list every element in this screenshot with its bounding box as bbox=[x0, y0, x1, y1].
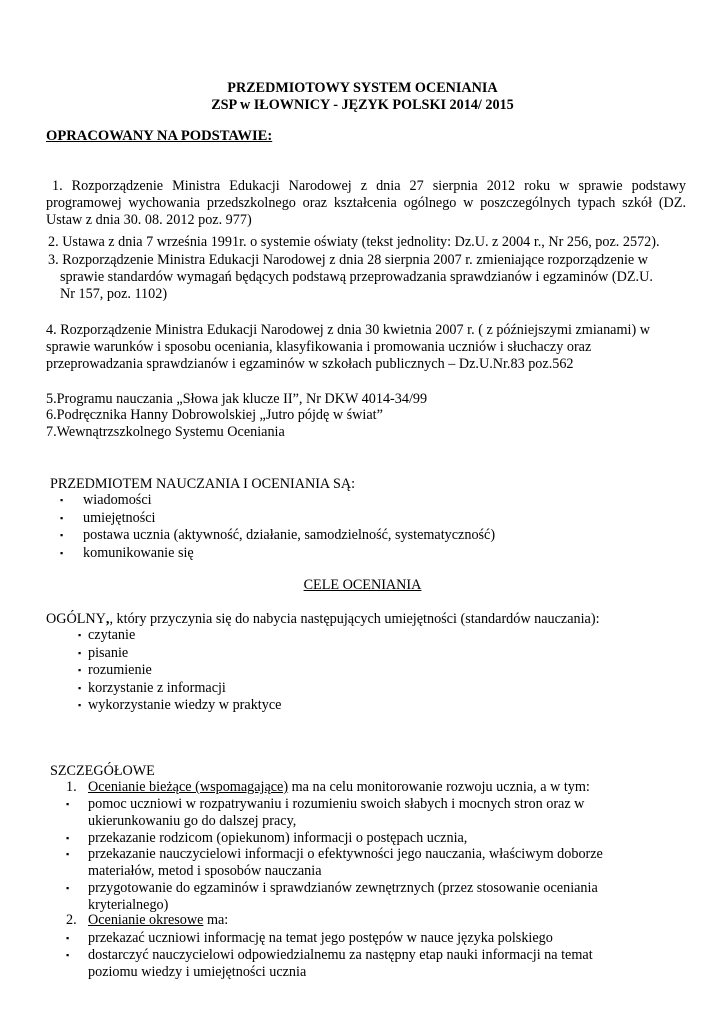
bullet-icon: ▪ bbox=[78, 700, 82, 710]
goals-heading: CELE OCENIANIA bbox=[303, 577, 422, 593]
basis-item-3-line: sprawie standardów wymagań będących podstawą przeprowadzania sprawdzianów i egzaminów (DZ.U. bbox=[60, 269, 653, 285]
detailed-goals-heading: SZCZEGÓŁOWE bbox=[50, 763, 155, 779]
bullet-icon: ▪ bbox=[66, 849, 70, 859]
bullet-icon: ▪ bbox=[60, 530, 64, 540]
general-goal-label: OGÓLNY bbox=[46, 611, 106, 627]
basis-item-4 bbox=[46, 322, 686, 373]
detailed-goal-1: 1. Ocenianie bieżące (wspomagające) ma na celu monitorowanie rozwoju ucznia, a w tym: bbox=[66, 779, 590, 795]
document-title: PRZEDMIOTOWY SYSTEM OCENIANIA bbox=[227, 80, 498, 96]
detailed-goal-2: 2. Ocenianie okresowe ma: bbox=[66, 912, 229, 928]
document-subtitle: ZSP w IŁOWNICY - JĘZYK POLSKI 2014/ 2015 bbox=[211, 97, 514, 113]
subjects-heading: PRZEDMIOTEM NAUCZANIA I OCENIANIA SĄ: bbox=[50, 476, 356, 492]
bullet-icon: ▪ bbox=[78, 665, 82, 675]
current-assessment-label: Ocenianie bieżące (wspomagające) bbox=[88, 779, 289, 795]
basis-item-4-line: 4. Rozporządzenie Ministra Edukacji Narodowej z dnia 30 kwietnia 2007 r. ( z późniejszymi zmianami) w bbox=[46, 322, 650, 338]
general-goal-text: , który przyczynia się do nabycia następujących umiejętności (standardów nauczania): bbox=[109, 611, 600, 627]
bullet-icon: ▪ bbox=[78, 647, 82, 658]
basis-item-3 bbox=[48, 252, 686, 303]
document-page: PRZEDMIOTOWY SYSTEM OCENIANIA ZSP w IŁOWNICY - JĘZYK POLSKI 2014/ 2015 OPRACOWANY NA PODSTAWIE: 1. Rozporządzenie Ministra Edukacji Narodowej z dnia 27 sierpnia 2012 roku w sprawie podstawy programowej wychowania przedszkolnego oraz kształcenia ogólnego w poszczególnych typach szkół (DZ. Ustaw z dnia 30. 08. 2012 poz. 977) 2. Ustawa z dnia 7 września 1991r. o systemie oświaty (tekst jednolity: Dz.U. z 2004 r., Nr 256, poz. 2572). 3. Rozporządzenie Ministra Edukacji Narodowej z dnia 28 sierpnia 2007 r. zmieniające rozporządzenie w sprawie standardów wymagań będących podstawą przeprowadzania sprawdzianów i egzaminów (DZ.U. Nr 157, poz. 1102) 4. Rozporządzenie Ministra Edukacji Narodowej z dnia 30 kwietnia 2007 r. ( z późniejszymi zmianami) w sprawie warunków i sposobu oceniania, klasyfikowania i promowania uczniów i słuchaczy oraz przeprowadzania sprawdzianów i egzaminów w szkołach publicznych – Dz.U.Nr.83 poz.562 5.Programu nauczania „Słowa jak klucze II”, Nr DKW 4014-34/99 6.Podręcznika Hanny Dobrowolskiej „Jutro pójdę w świat” 7.Wewnątrzszkolnego Systemu Oceniania PRZEDMIOTEM NAUCZANIA I OCENIANIA SĄ: ▪ wiadomości ▪ umiejętności ▪ postawa ucznia (aktywność, działanie, samodzielność, systematyczność) ▪ komunikowanie się CELE OCENIANIA OGÓLNY,, który przyczynia się do nabycia następujących umiejętności (standardów nauczania): ▪ czytanie ▪ pisanie ▪ rozumienie ▪ korzystanie z informacji ▪ wykorzystanie wiedzy w praktyce SZCZEGÓŁOWE 1. Ocenianie bieżące (wspomagające) ma na celu monitorowanie rozwoju ucznia, a w tym: ▪ pomoc uczniowi w rozpatrywaniu i rozumieniu swoich słabych i mocnych stron oraz w ukierunkowaniu go do dalszej pracy, ▪ przekazanie rodzicom (opiekunom) informacji o postępach ucznia, ▪ przekazanie nauczycielowi informacji o efektywności jego nauczania, właściwym doborze materiałów, metod i sposobów nauczania ▪ przygotowanie do egzaminów i sprawdzianów zewnętrznych (przez stosowanie oceniania kryterialnego) 2. Ocenianie okresowe ma: ▪ przekazać uczniowi informację na temat jego postępów w nauce języka polskiego ▪ dostarczyć nauczycielowi odpowiedzialnemu za następny etap nauki informacji na temat poziomu wiedzy i umiejętności ucznia bbox=[0, 0, 725, 1024]
bullet-icon: ▪ bbox=[66, 883, 70, 893]
basis-item-1: 1. Rozporządzenie Ministra Edukacji Narodowej z dnia 27 sierpnia 2012 roku w sprawie podstawy programowej wychowania przedszkolnego oraz kształcenia ogólnego w poszczególnych typach szkół (DZ. Ustaw z dnia 30. 08. 2012 poz. 977) bbox=[46, 178, 686, 228]
bullet-icon: ▪ bbox=[66, 933, 70, 943]
bullet-icon: ▪ bbox=[66, 799, 70, 809]
general-goal: OGÓLNY,, który przyczynia się do nabycia następujących umiejętności (standardów nauczania): bbox=[46, 611, 600, 627]
basis-item-2: 2. Ustawa z dnia 7 września 1991r. o systemie oświaty (tekst jednolity: Dz.U. z 2004 r., Nr 256, poz. 2572). bbox=[48, 234, 660, 250]
bullet-icon: ▪ bbox=[66, 950, 70, 960]
bullet-icon: ▪ bbox=[66, 833, 70, 843]
bullet-icon: ▪ bbox=[60, 547, 64, 558]
basis-item-7: 7.Wewnątrzszkolnego Systemu Oceniania bbox=[46, 424, 285, 440]
periodic-assessment-label: Ocenianie okresowe bbox=[88, 912, 204, 928]
bullet-icon: ▪ bbox=[60, 512, 64, 523]
bullet-icon: ▪ bbox=[78, 630, 82, 640]
basis-item-5: 5.Programu nauczania „Słowa jak klucze II”, Nr DKW 4014-34/99 bbox=[46, 391, 428, 407]
basis-item-6: 6.Podręcznika Hanny Dobrowolskiej „Jutro pójdę w świat” bbox=[46, 407, 383, 423]
basis-item-4-line: przeprowadzania sprawdzianów i egzaminów w szkołach publicznych – Dz.U.Nr.83 poz.562 bbox=[46, 356, 574, 372]
basis-item-3-line: Nr 157, poz. 1102) bbox=[60, 286, 168, 302]
basis-item-3-line: 3. Rozporządzenie Ministra Edukacji Narodowej z dnia 28 sierpnia 2007 r. zmieniające rozporządzenie w bbox=[48, 252, 648, 268]
bullet-icon: ▪ bbox=[78, 682, 82, 693]
basis-heading: OPRACOWANY NA PODSTAWIE: bbox=[46, 128, 273, 144]
basis-item-4-line: sprawie warunków i sposobu oceniania, klasyfikowania i promowania uczniów i słuchaczy oraz bbox=[46, 339, 592, 355]
bullet-icon: ▪ bbox=[60, 495, 64, 505]
